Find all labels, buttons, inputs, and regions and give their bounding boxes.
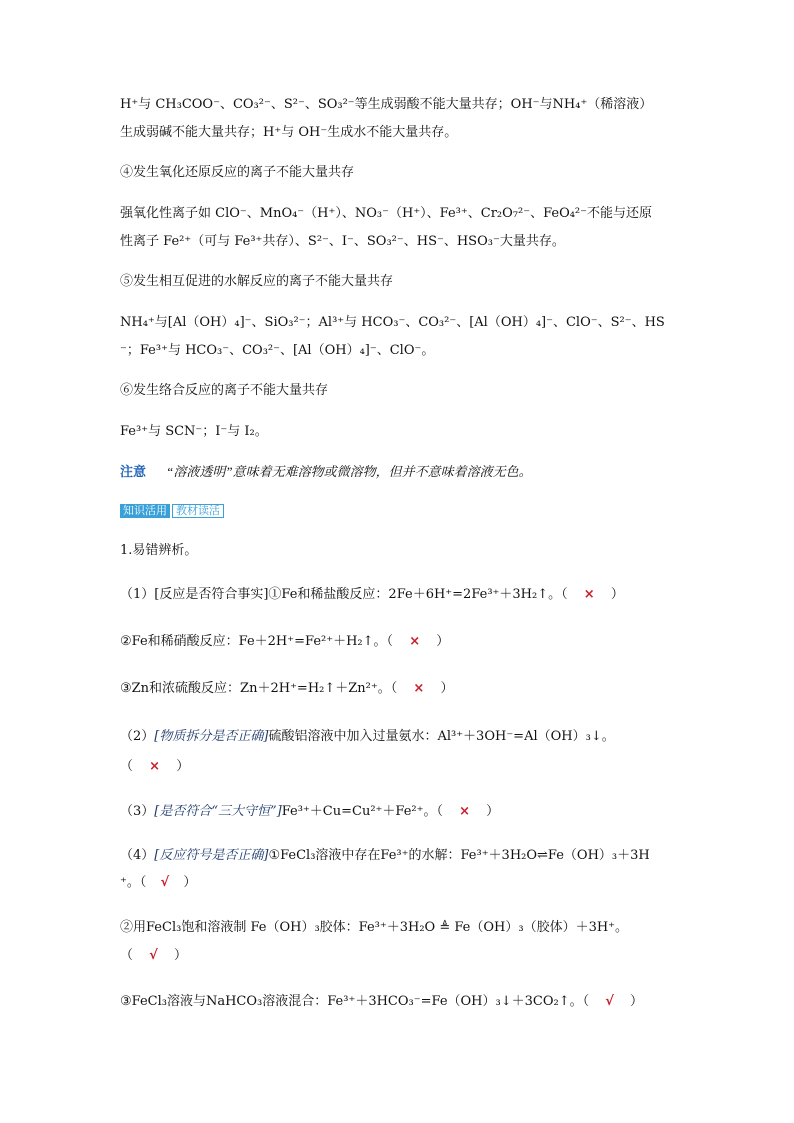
section-tags <box>120 504 224 518</box>
exercise-item <box>120 632 449 652</box>
question-text: ⁺。（ <box>120 875 147 890</box>
cross-mark: × <box>149 759 161 774</box>
exercise-item: ②用FeCl₃饱和溶液制 Fe（OH）₃胶体：Fe³⁺＋3H₂O ≜ Fe（OH）₃（胶体）＋3H⁺。 <box>120 920 629 935</box>
exercise-item <box>120 679 453 699</box>
check-mark: √ <box>149 948 158 963</box>
close-paren: ） <box>486 804 500 819</box>
question-text: 硫酸铝溶液中加入过量氨水：Al³⁺＋3OH⁻=Al（OH）₃↓。 <box>268 729 615 744</box>
text-line: 强氧化性离子如 ClO⁻、MnO₄⁻（H⁺）、NO₃⁻（H⁺）、Fe³⁺、Cr₂O₇²⁻、FeO₄²⁻不能与还原 <box>120 206 653 221</box>
cross-mark: × <box>413 681 425 696</box>
tag-textbook-reading: 教材读活 <box>172 504 224 518</box>
question-text: ③Zn和浓硫酸反应：Zn＋2H⁺=H₂↑＋Zn²⁺。（ <box>120 681 398 696</box>
close-paren: ） <box>176 759 190 774</box>
exercise-item <box>120 992 643 1012</box>
text-line: 性离子 Fe²⁺（可与 Fe³⁺共存）、S²⁻、I⁻、SO₃²⁻、HS⁻、HSO₃⁻大量共存。 <box>120 234 565 249</box>
answer-line <box>120 873 196 893</box>
question-category: [物质拆分是否正确] <box>154 729 269 744</box>
close-paren: ） <box>173 948 187 963</box>
note <box>120 462 532 483</box>
question-text: ①FeCl₃溶液中存在Fe³⁺的水解：Fe³⁺＋3H₂O⇌Fe（OH）₃＋3H <box>268 848 650 863</box>
exercise-item <box>120 846 650 866</box>
question-text: ③FeCl₃溶液与NaHCO₃溶液混合：Fe³⁺＋3HCO₃⁻=Fe（OH）₃↓＋3CO₂↑。（ <box>120 994 590 1009</box>
cross-mark: × <box>409 634 421 649</box>
answer-line <box>120 757 189 777</box>
note-label: 注意 <box>120 465 147 480</box>
exercise-item <box>120 585 624 605</box>
cross-mark: × <box>583 587 595 602</box>
close-paren: ） <box>610 587 624 602</box>
tag-knowledge-use: 知识活用 <box>120 504 170 518</box>
question-text: （1）[反应是否符合事实]①Fe和稀盐酸反应：2Fe＋6H⁺=2Fe³⁺＋3H₂↑。（ <box>120 587 568 602</box>
check-mark: √ <box>605 994 614 1009</box>
text-line: Fe³⁺与 SCN⁻；I⁻与 I₂。 <box>120 424 268 439</box>
exercise-title: 1.易错辨析。 <box>120 543 198 558</box>
close-paren: ） <box>183 875 197 890</box>
section-heading: ⑥发生络合反应的离子不能大量共存 <box>120 383 329 398</box>
close-paren: ） <box>440 681 454 696</box>
check-mark: √ <box>160 875 170 890</box>
section-heading: ④发生氧化还原反应的离子不能大量共存 <box>120 165 355 180</box>
cross-mark: × <box>459 804 471 819</box>
question-category: [是否符合“三大守恒”] <box>154 804 282 819</box>
text-line: H⁺与 CH₃COO⁻、CO₃²⁻、S²⁻、SO₃²⁻等生成弱酸不能大量共存；OH⁻与NH₄⁺（稀溶液） <box>120 97 653 112</box>
text-line: ⁻；Fe³⁺与 HCO₃⁻、CO₃²⁻、[Al（OH）₄]⁻、ClO⁻。 <box>120 343 435 358</box>
note-text: “溶液透明”意味着无难溶物或微溶物，但并不意味着溶液无色。 <box>166 464 532 479</box>
question-text: Fe³⁺＋Cu=Cu²⁺＋Fe²⁺。（ <box>281 804 443 819</box>
question-number: （4） <box>120 848 155 863</box>
answer-line <box>120 946 187 966</box>
text-line: 生成弱碱不能大量共存；H⁺与 OH⁻生成水不能大量共存。 <box>120 125 458 140</box>
open-paren: （ <box>120 759 134 774</box>
question-category: [反应符号是否正确] <box>154 848 269 863</box>
question-number: （2） <box>120 729 155 744</box>
section-heading: ⑤发生相互促进的水解反应的离子不能大量共存 <box>120 274 394 289</box>
text-line: NH₄⁺与[Al（OH）₄]⁻、SiO₃²⁻；Al³⁺与 HCO₃⁻、CO₃²⁻、[Al（OH）₄]⁻、ClO⁻、S²⁻、HS <box>120 315 665 330</box>
question-number: （3） <box>120 804 155 819</box>
exercise-item <box>120 727 615 747</box>
close-paren: ） <box>630 994 644 1009</box>
exercise-item <box>120 802 499 822</box>
close-paren: ） <box>436 634 450 649</box>
open-paren: （ <box>120 948 134 963</box>
question-text: ②Fe和稀硝酸反应：Fe＋2H⁺=Fe²⁺＋H₂↑。（ <box>120 634 394 649</box>
